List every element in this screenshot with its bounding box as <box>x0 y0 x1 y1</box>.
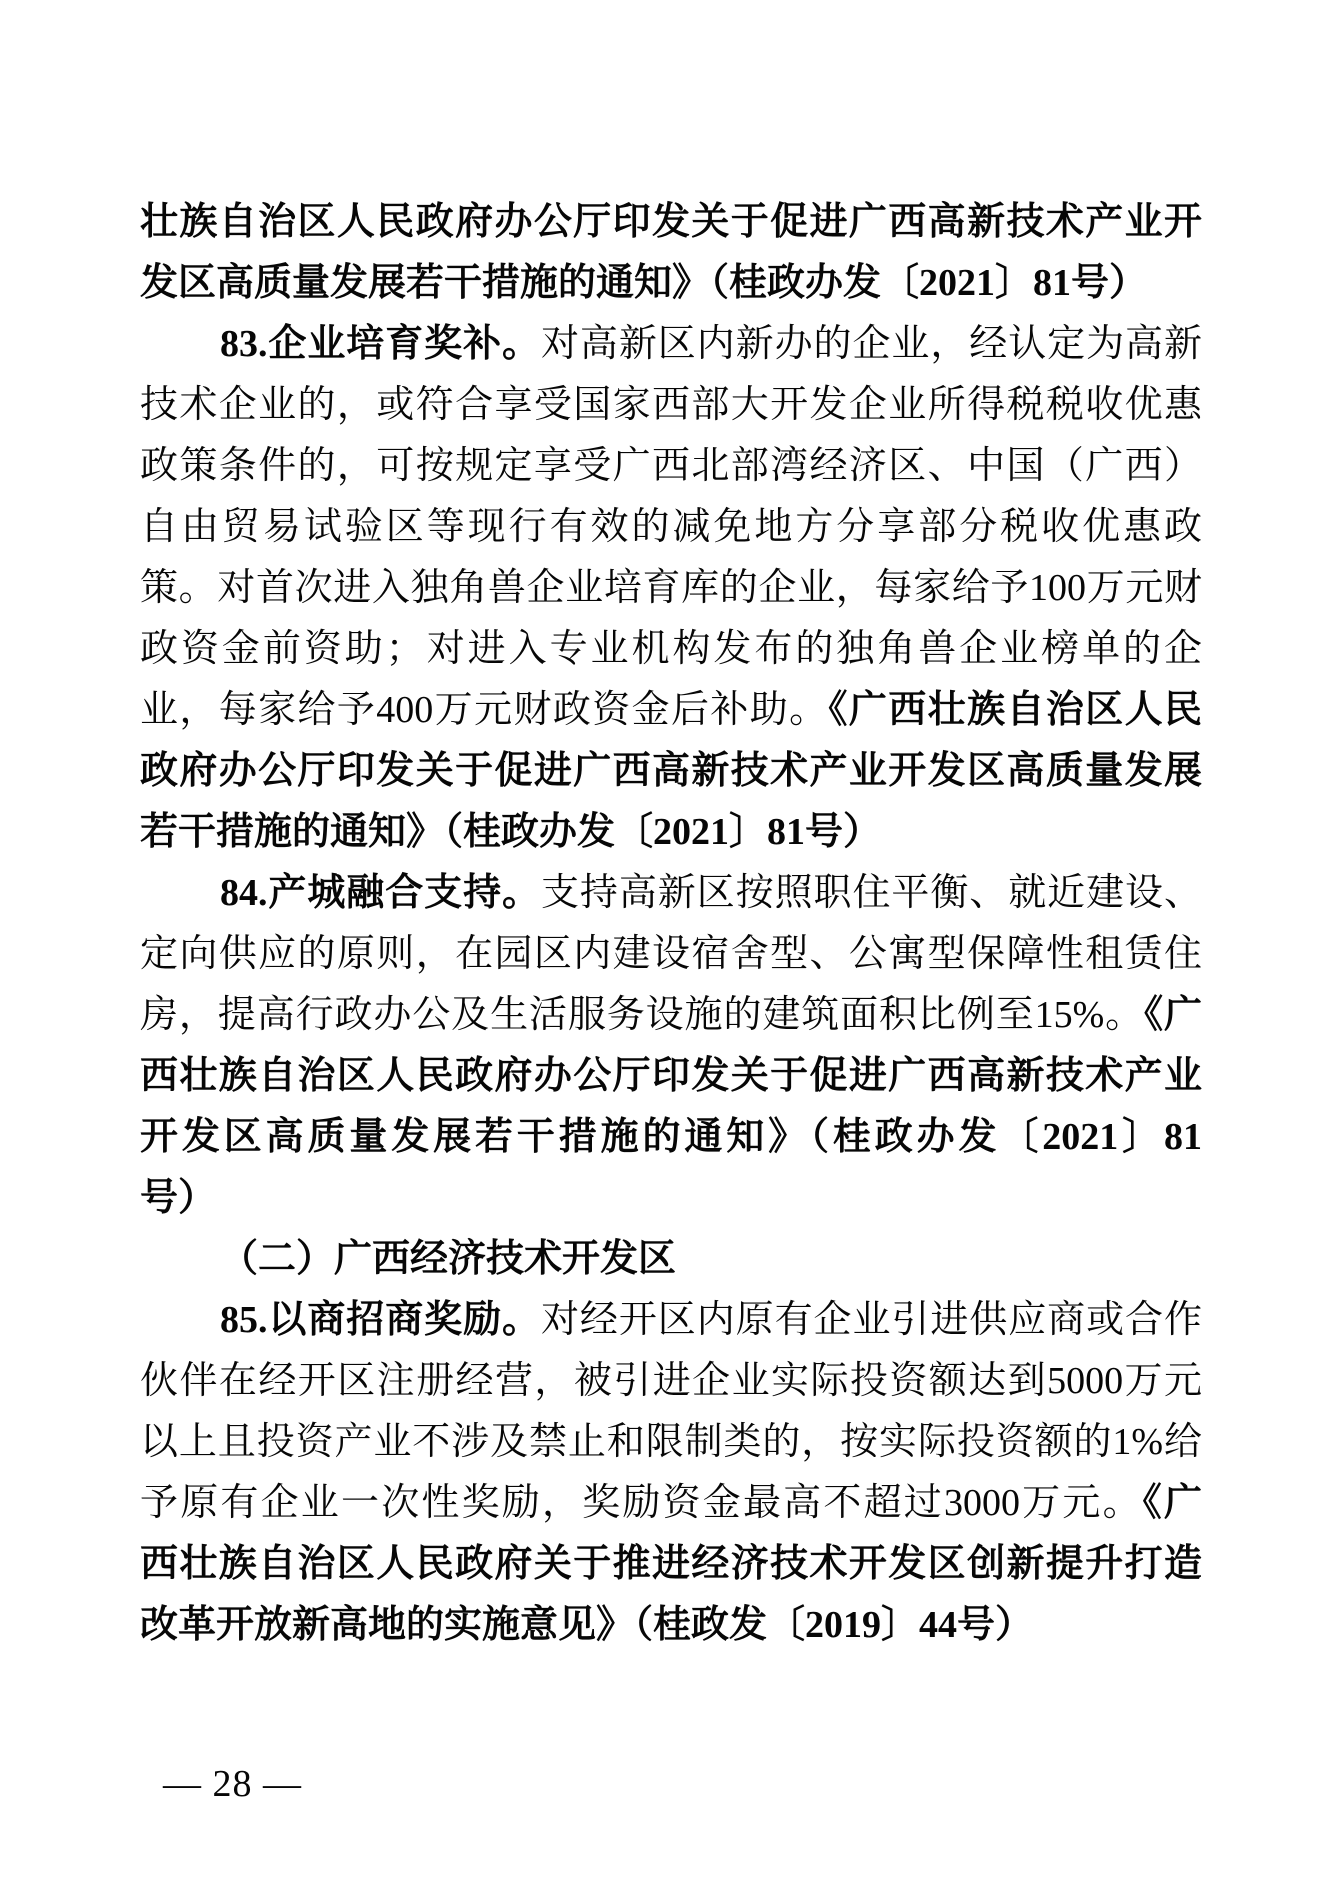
text-line <box>140 1595 1202 1656</box>
text-line <box>140 741 1202 802</box>
text-segment: 支持高新区按照职住平衡、就近建设、 <box>541 872 1202 914</box>
text-line <box>140 192 1202 253</box>
text-segment: 政资金前资助；对进入专业机构发布的独角兽企业榜单的企 <box>140 628 1202 670</box>
document-body <box>140 192 1202 1656</box>
text-segment: 房，提高行政办公及生活服务设施的建筑面积比例至15%。 <box>140 994 1145 1036</box>
text-line <box>140 1107 1202 1168</box>
text-line <box>140 558 1202 619</box>
item-84-paragraph <box>140 863 1202 1229</box>
text-segment: 伙伴在经开区注册经营，被引进企业实际投资额达到5000万元 <box>140 1360 1202 1402</box>
text-segment: 定向供应的原则，在园区内建设宿舍型、公寓型保障性租赁住 <box>140 933 1202 975</box>
text-line <box>140 863 1202 924</box>
citation-continuation-paragraph <box>140 192 1202 314</box>
text-segment: 技术企业的，或符合享受国家西部大开发企业所得税税收优惠 <box>140 384 1202 426</box>
text-line <box>140 253 1202 314</box>
item-85-paragraph <box>140 1290 1202 1656</box>
page-number: — 28 — <box>163 1763 302 1805</box>
text-segment: 策。对首次进入独角兽企业培育库的企业，每家给予100万元财 <box>140 567 1202 609</box>
text-line <box>140 497 1202 558</box>
text-line <box>140 1290 1202 1351</box>
text-segment: 发区高质量发展若干措施的通知》（桂政办发〔2021〕81号） <box>140 262 1148 304</box>
text-segment: 对经开区内原有企业引进供应商或合作 <box>541 1299 1202 1341</box>
text-segment: 开发区高质量发展若干措施的通知》（桂政办发〔2021〕81 <box>140 1116 1202 1158</box>
text-line <box>140 1473 1202 1534</box>
text-line <box>140 1229 1202 1290</box>
text-segment: 83.企业培育奖补。 <box>220 323 541 365</box>
text-line <box>140 985 1202 1046</box>
text-line <box>140 375 1202 436</box>
text-segment: 号） <box>140 1177 217 1219</box>
text-segment: 《广 <box>1144 994 1202 1036</box>
text-segment: 若干措施的通知》（桂政办发〔2021〕81号） <box>140 811 882 853</box>
text-segment: 84.产城融合支持。 <box>220 872 541 914</box>
text-segment: 以上且投资产业不涉及禁止和限制类的，按实际投资额的1%给 <box>140 1421 1202 1463</box>
text-segment: 《广 <box>1142 1482 1202 1524</box>
section-heading-2 <box>140 1229 1202 1290</box>
text-segment: 予原有企业一次性奖励，奖励资金最高不超过3000万元。 <box>140 1482 1143 1524</box>
text-line <box>140 1412 1202 1473</box>
text-segment: 西壮族自治区人民政府办公厅印发关于促进广西高新技术产业 <box>140 1055 1202 1097</box>
item-83-paragraph <box>140 314 1202 863</box>
text-segment: 《广西壮族自治区人民 <box>828 689 1202 731</box>
text-segment: 西壮族自治区人民政府关于推进经济技术开发区创新提升打造 <box>140 1543 1202 1585</box>
text-line <box>140 314 1202 375</box>
text-segment: 政府办公厅印发关于促进广西高新技术产业开发区高质量发展 <box>140 750 1202 792</box>
text-segment: 对高新区内新办的企业，经认定为高新 <box>541 323 1202 365</box>
text-line <box>140 1534 1202 1595</box>
text-line <box>140 1168 1202 1229</box>
text-line <box>140 1046 1202 1107</box>
text-line <box>140 436 1202 497</box>
text-segment: 自由贸易试验区等现行有效的减免地方分享部分税收优惠政 <box>140 506 1202 548</box>
text-segment: 政策条件的，可按规定享受广西北部湾经济区、中国（广西） <box>140 445 1202 487</box>
text-segment: （二）广西经济技术开发区 <box>220 1238 677 1280</box>
text-segment: 业，每家给予400万元财政资金后补助。 <box>140 689 829 731</box>
text-segment: 85.以商招商奖励。 <box>220 1299 541 1341</box>
text-line <box>140 619 1202 680</box>
text-line <box>140 1351 1202 1412</box>
text-line <box>140 802 1202 863</box>
text-segment: 改革开放新高地的实施意见》（桂政发〔2019〕44号） <box>140 1604 1034 1646</box>
text-line <box>140 924 1202 985</box>
text-segment: 壮族自治区人民政府办公厅印发关于促进广西高新技术产业开 <box>140 201 1202 243</box>
text-line <box>140 680 1202 741</box>
